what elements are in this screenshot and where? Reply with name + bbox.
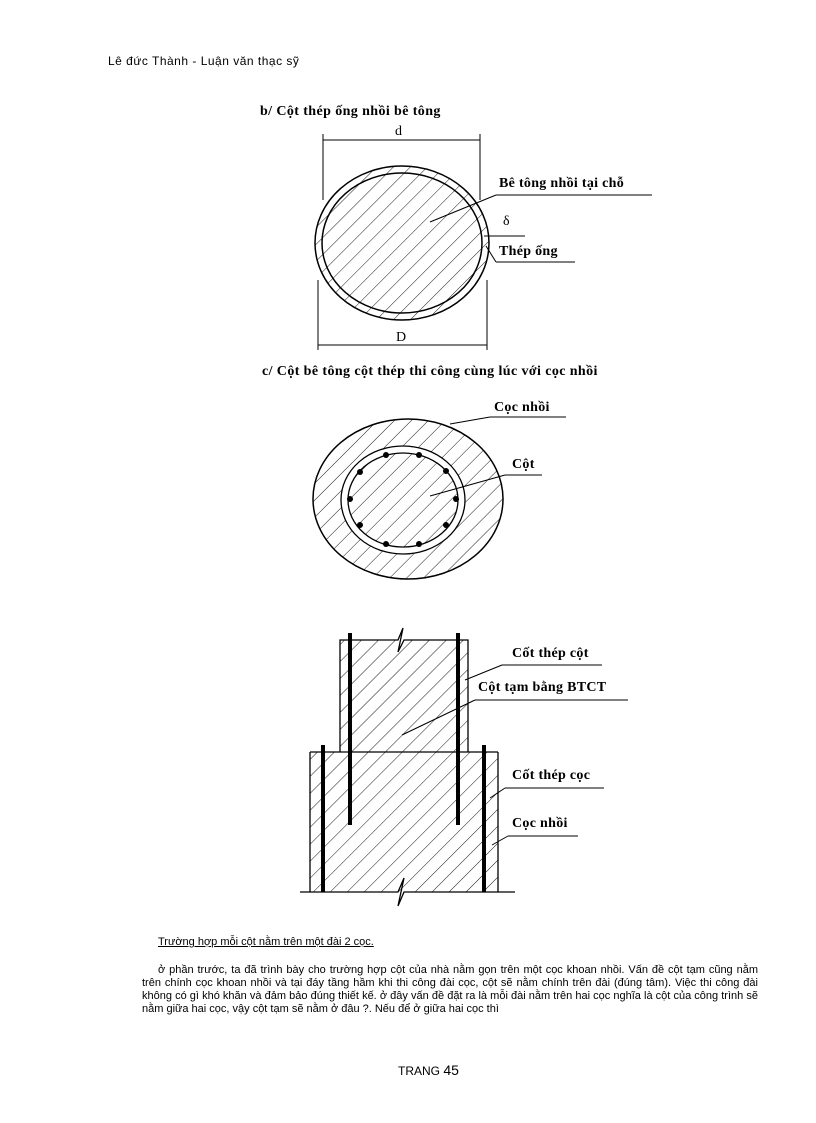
label-column-rebar: Cốt thép cột	[512, 646, 589, 661]
label-temp-column: Cột tạm bằng BTCT	[478, 680, 607, 695]
label-section-pile: Cọc nhồi	[512, 816, 568, 831]
label-concrete: Bê tông nhồi tại chỗ	[499, 176, 625, 191]
body-paragraph: ở phần trước, ta đã trình bày cho trường hợp cột của nhà nằm gọn trên một cọc khoan nhồi. Vấn đề cột tạm cũng nằm trên chính cọc khoan nhồi và tại đáy tầng hầm khi thi công đài cọc, cột sẽ nằm chính trên đài (đúng tâm). Việc thi công đài không có gì khó khăn và đảm bảo đúng thiết kế. ở đây vấn đề đặt ra là mỗi đài nằm trên hai cọc nghĩa là cột của công trình sẽ nằm giữa hai cọc, vậy cột tạm sẽ nằm ở đâu ?. Nếu để ở giữa hai cọc thì	[142, 964, 758, 1015]
page-header: Lê đức Thành - Luận văn thạc sỹ	[108, 54, 300, 68]
figure-c-caption: c/ Cột bê tông cột thép thi công cùng lúc với cọc nhồi	[262, 364, 598, 379]
footer-label: TRANG	[398, 1064, 440, 1078]
dim-thickness-label: δ	[503, 214, 510, 229]
label-bored-pile: Cọc nhồi	[494, 400, 550, 415]
figure-b-caption: b/ Cột thép ống nhồi bê tông	[260, 104, 441, 119]
page-number: 45	[443, 1062, 459, 1078]
figure-b-drawing	[315, 134, 652, 350]
page-footer	[398, 1062, 459, 1078]
label-steel-pipe: Thép ống	[499, 244, 558, 259]
dim-D-label: D	[396, 330, 407, 345]
label-pile-rebar: Cốt thép cọc	[512, 768, 591, 783]
section-title: Trường hợp mỗi cột nằm trên một đài 2 cọc.	[158, 936, 374, 948]
dim-d-label: d	[395, 124, 402, 139]
figure-c-drawing	[313, 417, 566, 579]
section-drawing	[300, 628, 628, 906]
label-column: Cột	[512, 457, 535, 472]
